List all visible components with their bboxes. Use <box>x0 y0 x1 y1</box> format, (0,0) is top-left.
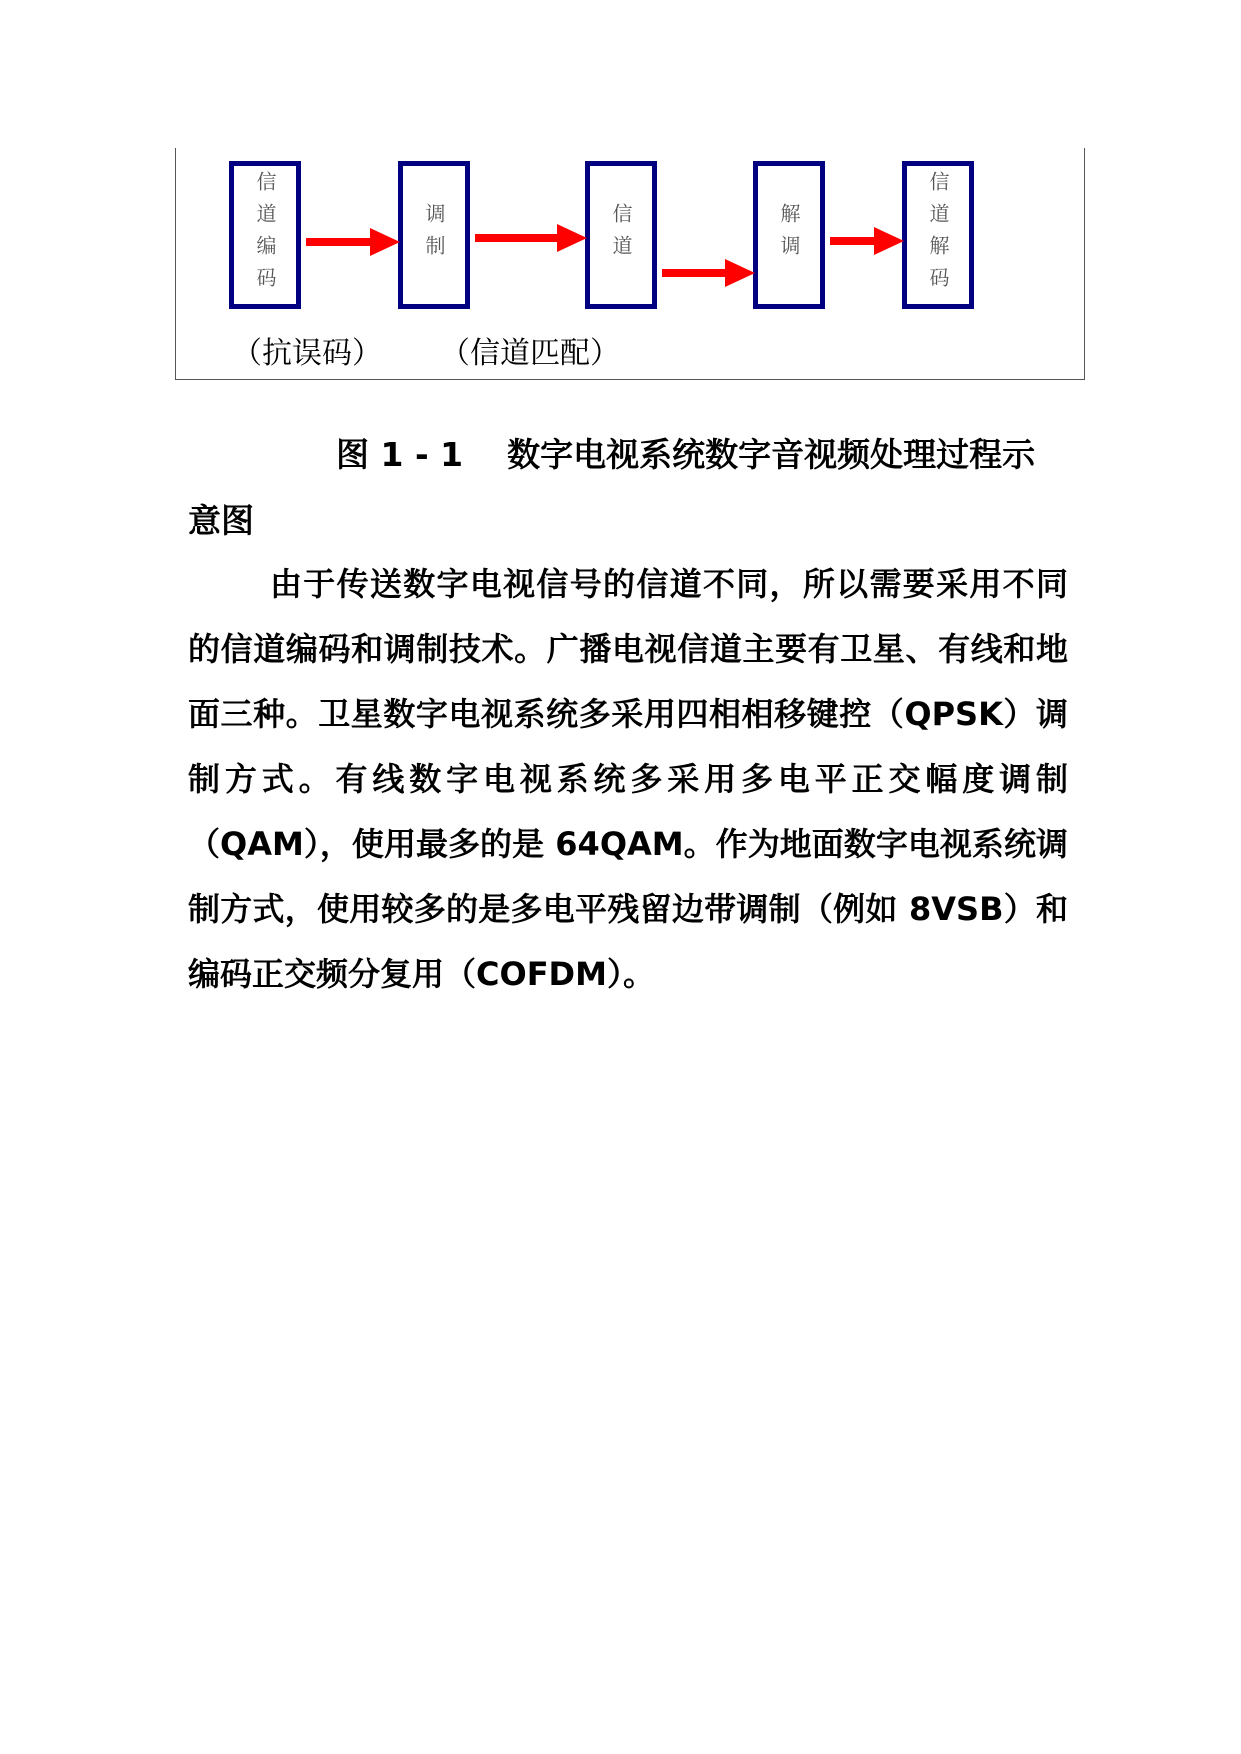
block-label-channel-coding: 信道编码 <box>253 171 277 299</box>
block-label-channel-decoding: 信道解码 <box>926 171 950 299</box>
label-channel-matching: （信道匹配） <box>440 336 620 371</box>
arrow-demodulation-to-decoding-icon <box>830 227 904 255</box>
figure-title: 数字电视系统数字音视频处理过程示意图 <box>188 435 1036 540</box>
arrow-coding-to-modulation-icon <box>306 228 400 256</box>
block-label-demodulation: 解调 <box>777 203 801 267</box>
body-paragraph: 由于传送数字电视信号的信道不同，所以需要采用不同的信道编码和调制技术。广播电视信道主要有卫星、有线和地面三种。卫星数字电视系统多采用四相相移键控（QPSK）调制方式。有线数字电视系统多采用多电平正交幅度调制（QAM），使用最多的是 64QAM。作为地面数字电视系统调制方式，使用较多的是多电平残留边带调制（例如 8VSB）和编码正交频分复用（COFDM）。 <box>188 565 1068 993</box>
figure-number: 图 1 - 1 <box>336 435 464 474</box>
arrow-channel-to-demodulation-icon <box>662 259 755 287</box>
label-error-correction: （抗误码） <box>232 336 382 371</box>
block-demodulation <box>753 161 825 309</box>
block-channel-decoding <box>902 161 974 309</box>
figure-caption <box>188 422 1068 554</box>
arrow-modulation-to-channel-icon <box>475 224 587 252</box>
block-modulation <box>398 161 470 309</box>
block-channel-coding <box>229 161 301 309</box>
block-label-modulation: 调制 <box>422 203 446 267</box>
block-channel <box>585 161 657 309</box>
block-label-channel: 信道 <box>609 203 633 267</box>
